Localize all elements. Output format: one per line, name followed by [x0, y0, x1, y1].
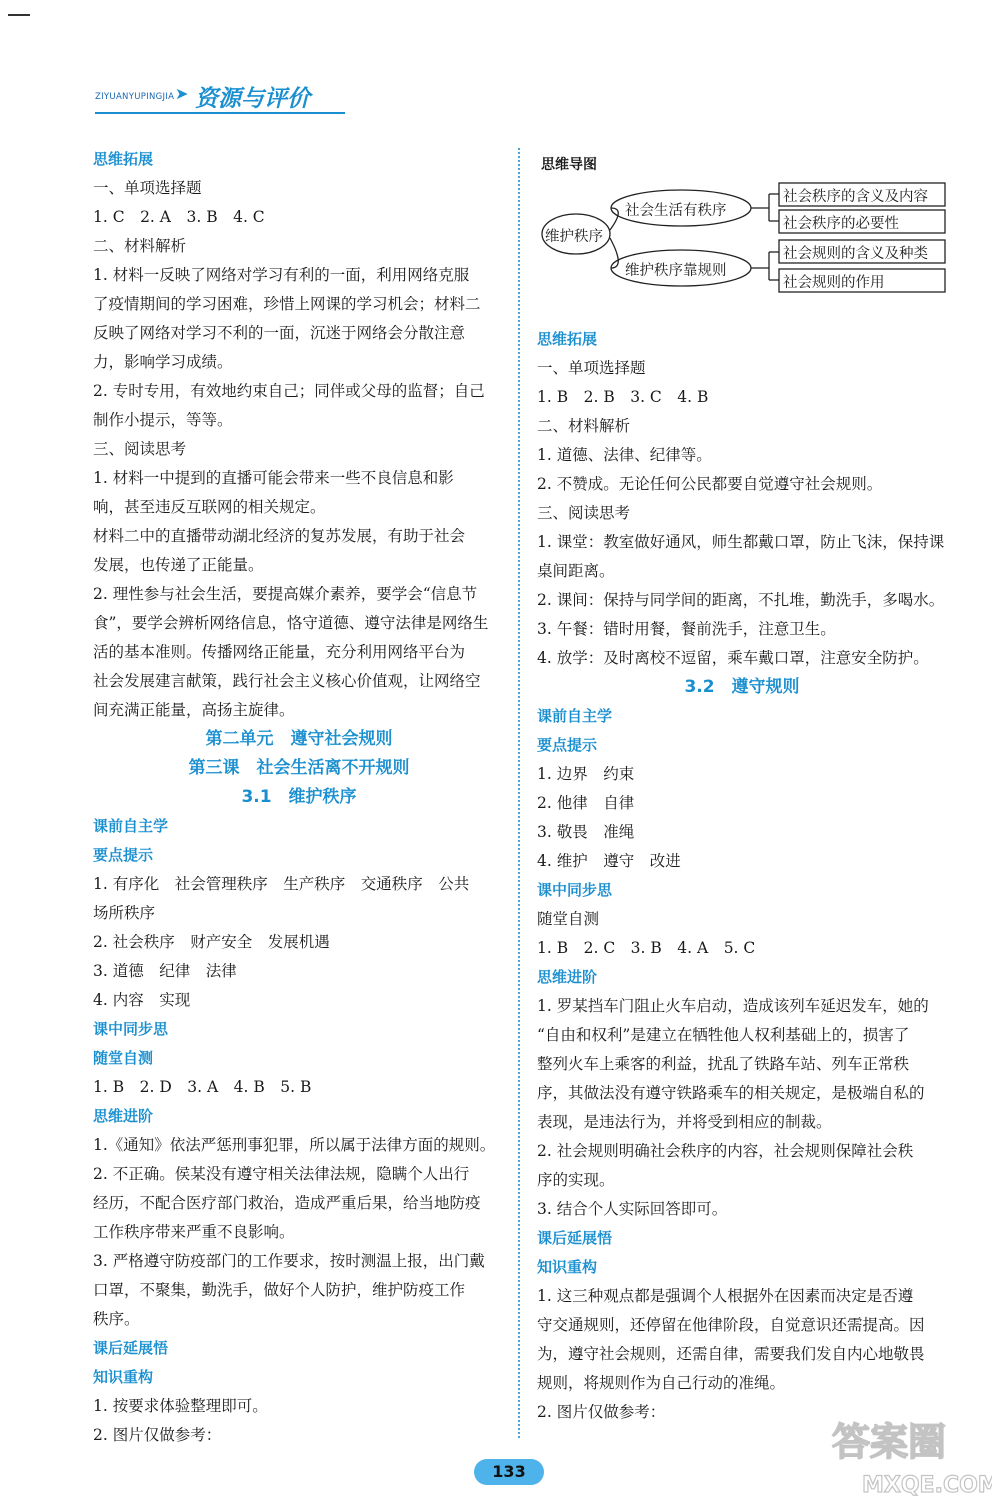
left-text-line: 3. 严格遵守防疫部门的工作要求，按时测温上报，出门戴 — [93, 1252, 485, 1270]
right-text-line: 1. B 2. B 3. C 4. B — [537, 388, 709, 406]
right-lesson-title: 3.2 遵守规则 — [684, 677, 800, 697]
right-text-line: 1. 课堂：教室做好通风，师生都戴口罩，防止飞沫，保持课 — [537, 533, 945, 551]
left-text-line: 发展，也传递了正能量。 — [93, 556, 264, 574]
right-column — [537, 325, 947, 1427]
right-section-heading: 知识重构 — [537, 1258, 598, 1276]
left-section-heading: 要点提示 — [93, 846, 154, 864]
left-section-heading: 思维拓展 — [93, 150, 154, 168]
left-lesson-title: 第三课 社会生活离不开规则 — [188, 758, 410, 778]
left-section-heading: 课中同步思 — [93, 1020, 169, 1038]
left-text-line: 1.《通知》依法严惩刑事犯罪，所以属于法律方面的规则。 — [93, 1136, 496, 1154]
mindmap-branch-2: 维护秩序靠规则 — [625, 263, 727, 279]
left-text-line: 制作小提示，等等。 — [93, 411, 233, 429]
right-text-line: 4. 放学：及时离校不逗留，乘车戴口罩，注意安全防护。 — [537, 649, 929, 667]
mindmap-leaf-4: 社会规则的作用 — [783, 275, 885, 291]
left-text-line: 1. 按要求体验整理即可。 — [93, 1397, 268, 1415]
left-text-line: 力，影响学习成绩。 — [93, 353, 233, 371]
right-section-heading: 课中同步思 — [537, 881, 613, 899]
header-arrow-icon: ➤ — [175, 84, 189, 103]
header-latin: ZIYUANYUPINGJIA — [95, 92, 175, 102]
mindmap-leaf-1: 社会秩序的含义及内容 — [783, 189, 928, 205]
right-text-line: 3. 午餐：错时用餐，餐前洗手，注意卫生。 — [537, 620, 836, 638]
right-section-heading: 课后延展悟 — [537, 1229, 613, 1247]
right-text-line: 2. 图片仅做参考： — [537, 1403, 666, 1421]
right-text-line: 序，其做法没有遵守铁路乘车的相关规定，是极端自私的 — [537, 1084, 925, 1102]
svg-text:答案圈: 答案圈 — [832, 1420, 947, 1464]
left-section-heading: 随堂自测 — [93, 1049, 154, 1067]
right-text-line: 1. 边界 约束 — [537, 765, 635, 783]
left-text-line: 口罩，不聚集，勤洗手，做好个人防护，维护防疫工作 — [93, 1281, 466, 1299]
left-section-heading: 课后延展悟 — [93, 1339, 169, 1357]
mindmap-leaf-2: 社会秩序的必要性 — [783, 216, 899, 232]
right-text-line: “自由和权利”是建立在牺牲他人权利基础上的，损害了 — [537, 1026, 910, 1044]
left-text-line: 1. C 2. A 3. B 4. C — [93, 208, 265, 226]
left-section-heading: 知识重构 — [93, 1368, 154, 1386]
left-text-line: 社会发展建言献策，践行社会主义核心价值观，让网络空 — [93, 672, 481, 690]
left-text-line: 1. 材料一反映了网络对学习有利的一面，利用网络克服 — [93, 266, 470, 284]
left-text-line: 反映了网络对学习不利的一面，沉迷于网络会分散注意 — [93, 324, 466, 342]
mindmap-title: 思维导图 — [541, 157, 597, 173]
right-text-line: 2. 课间：保持与同学间的距离，不扎堆，勤洗手，多喝水。 — [537, 591, 945, 609]
right-text-line: 随堂自测 — [537, 910, 600, 928]
left-text-line: 秩序。 — [93, 1310, 140, 1328]
left-text-line: 工作秩序带来严重不良影响。 — [93, 1223, 295, 1241]
right-text-line: 3. 结合个人实际回答即可。 — [537, 1200, 728, 1218]
left-text-line: 三、阅读思考 — [93, 440, 187, 458]
left-text-line: 间充满正能量，高扬主旋律。 — [93, 701, 295, 719]
left-text-line: 食”，要学会辨析网络信息，恪守道德、遵守法律是网络生 — [93, 614, 489, 632]
right-text-line: 整列火车上乘客的利益，扰乱了铁路车站、列车正常秩 — [537, 1055, 910, 1073]
svg-text:MXQE.COM: MXQE.COM — [862, 1473, 992, 1498]
right-text-line: 3. 敬畏 准绳 — [537, 823, 635, 841]
column-divider — [518, 148, 520, 1438]
right-section-heading: 课前自主学 — [537, 707, 613, 725]
right-text-line: 4. 维护 遵守 改进 — [537, 852, 681, 870]
left-text-line: 2. 专时专用，有效地约束自己；同伴或父母的监督；自己 — [93, 382, 485, 400]
left-text-line: 2. 图片仅做参考： — [93, 1426, 222, 1444]
left-text-line: 经历，不配合医疗部门救治，造成严重后果，给当地防疫 — [93, 1194, 481, 1212]
left-text-line: 活的基本准则。传播网络正能量，充分利用网络平台为 — [93, 643, 466, 661]
left-text-line: 1. B 2. D 3. A 4. B 5. B — [93, 1078, 312, 1096]
right-text-line: 1. 罗某挡车门阻止火车启动，造成该列车延迟发车，她的 — [537, 997, 929, 1015]
left-text-line: 场所秩序 — [93, 904, 156, 922]
right-text-line: 一、单项选择题 — [537, 359, 646, 377]
left-lesson-title: 第二单元 遵守社会规则 — [205, 729, 393, 749]
left-text-line: 响，甚至违反互联网的相关规定。 — [93, 498, 326, 516]
left-text-line: 一、单项选择题 — [93, 179, 202, 197]
right-text-line: 规则，将规则作为自己行动的准绳。 — [537, 1374, 786, 1392]
left-text-line: 二、材料解析 — [93, 237, 187, 255]
left-text-line: 材料二中的直播带动湖北经济的复苏发展，有助于社会 — [93, 527, 466, 545]
left-section-heading: 思维进阶 — [93, 1107, 154, 1125]
right-section-heading: 思维进阶 — [537, 968, 598, 986]
right-text-line: 2. 他律 自律 — [537, 794, 635, 812]
right-text-line: 2. 不赞成。无论任何公民都要自觉遵守社会规则。 — [537, 475, 883, 493]
page-header — [95, 80, 345, 120]
left-text-line: 3. 道德 纪律 法律 — [93, 962, 237, 980]
left-lesson-title: 3.1 维护秩序 — [241, 787, 357, 807]
right-text-line: 桌间距离。 — [537, 562, 615, 580]
left-text-line: 4. 内容 实现 — [93, 991, 191, 1009]
left-column — [93, 145, 505, 1450]
right-text-line: 二、材料解析 — [537, 417, 631, 435]
right-text-line: 1. B 2. C 3. B 4. A 5. C — [537, 939, 756, 957]
right-section-heading: 要点提示 — [537, 736, 598, 754]
right-section-heading: 思维拓展 — [537, 330, 598, 348]
right-text-line: 为，遵守社会规则，还需自律，需要我们发自内心地敬畏 — [537, 1345, 925, 1363]
left-text-line: 1. 有序化 社会管理秩序 生产秩序 交通秩序 公共 — [93, 875, 470, 893]
right-text-line: 序的实现。 — [537, 1171, 615, 1189]
left-section-heading: 课前自主学 — [93, 817, 169, 835]
mindmap-leaf-3: 社会规则的含义及种类 — [783, 246, 928, 262]
header-title: 资源与评价 — [195, 86, 310, 112]
corner-mark — [8, 14, 30, 16]
left-text-line: 了疫情期间的学习困难，珍惜上网课的学习机会；材料二 — [93, 295, 481, 313]
left-text-line: 2. 社会秩序 财产安全 发展机遇 — [93, 933, 330, 951]
page-number: 133 — [474, 1459, 544, 1485]
mindmap-branch-1: 社会生活有秩序 — [625, 203, 727, 219]
right-text-line: 2. 社会规则明确社会秩序的内容，社会规则保障社会秩 — [537, 1142, 914, 1160]
header-rule — [95, 112, 345, 114]
right-text-line: 1. 这三种观点都是强调个人根据外在因素而决定是否遵 — [537, 1287, 914, 1305]
left-text-line: 2. 不正确。侯某没有遵守相关法律法规，隐瞒个人出行 — [93, 1165, 470, 1183]
right-text-line: 三、阅读思考 — [537, 504, 631, 522]
right-text-line: 表现，是违法行为，并将受到相应的制裁。 — [537, 1113, 832, 1131]
right-text-line: 守交通规则，还停留在他律阶段，自觉意识还需提高。因 — [537, 1316, 925, 1334]
left-text-line: 2. 理性参与社会生活，要提高媒介素养，要学会“信息节 — [93, 585, 478, 603]
right-text-line: 1. 道德、法律、纪律等。 — [537, 446, 712, 464]
left-text-line: 1. 材料一中提到的直播可能会带来一些不良信息和影 — [93, 469, 454, 487]
mindmap — [541, 172, 946, 302]
mindmap-root: 维护秩序 — [545, 229, 603, 245]
watermark-logo — [822, 1410, 992, 1500]
